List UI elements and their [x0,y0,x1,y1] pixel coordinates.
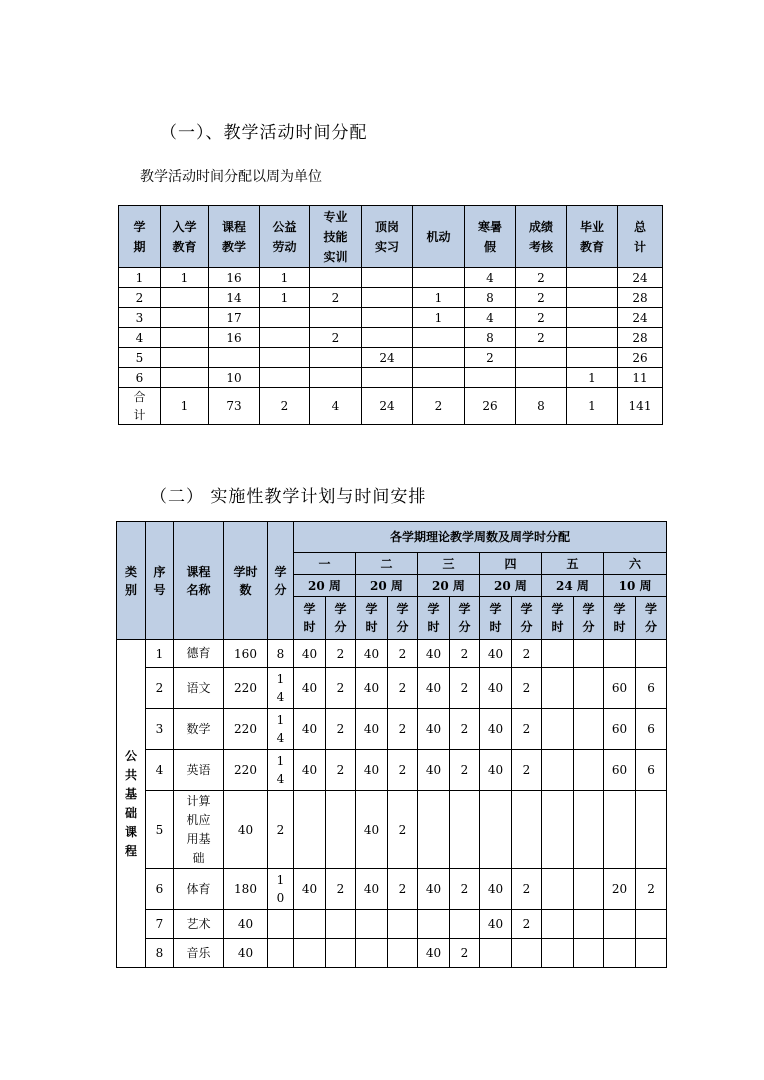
table-cell: 2 [310,288,362,308]
semester-cell: 60 [604,750,636,791]
course-hours: 220 [224,750,268,791]
table-cell: 1 [260,288,310,308]
table-cell: 4 [465,268,516,288]
semester-cell [604,640,636,668]
semester-cell: 2 [512,750,542,791]
semester-cell: 2 [450,869,480,910]
semester-cell: 2 [388,869,418,910]
header-category: 类 别 [117,522,146,640]
table-cell: 2 [119,288,161,308]
total-cell: 合 计 [119,388,161,425]
section1-subtitle: 教学活动时间分配以周为单位 [140,169,322,185]
table-cell: 16 [209,328,260,348]
total-cell: 2 [260,388,310,425]
semester-cell [604,939,636,968]
course-row [117,640,667,668]
semester-cell: 2 [512,709,542,750]
semester-cell: 40 [294,869,326,910]
semester-cell: 2 [512,869,542,910]
semester-cell: 40 [480,668,512,709]
semester-cell [542,869,574,910]
semester-cell [294,791,326,869]
semester-cell: 40 [294,709,326,750]
semester-cell [636,910,667,939]
table-cell [567,328,618,348]
table-cell: 2 [310,328,362,348]
course-seq: 2 [146,668,174,709]
course-row [117,869,667,910]
table-cell [310,308,362,328]
total-cell: 24 [362,388,413,425]
total-cell: 8 [516,388,567,425]
teaching-plan-table [116,521,667,968]
total-cell: 141 [618,388,663,425]
semester-cell [636,640,667,668]
col-header: 公益 劳动 [260,206,310,268]
semester-cell [356,910,388,939]
semester-cell [574,869,604,910]
course-credit [268,939,294,968]
semester-cell [294,910,326,939]
semester-cell: 2 [326,640,356,668]
table-cell: 1 [119,268,161,288]
table-cell: 1 [413,288,465,308]
semester-header: 六 [604,553,667,575]
table-cell [260,328,310,348]
col-header: 入学 教育 [161,206,209,268]
course-seq: 6 [146,869,174,910]
semester-cell: 2 [326,869,356,910]
semester-cell: 40 [480,640,512,668]
semester-cell [542,709,574,750]
course-seq: 1 [146,640,174,668]
semester-cell: 40 [356,791,388,869]
hours-subheader: 学 时 [294,597,326,640]
semester-cell: 40 [480,750,512,791]
semester-cell [542,640,574,668]
col-header: 总 计 [618,206,663,268]
semester-cell: 40 [356,640,388,668]
semester-cell [388,910,418,939]
credit-subheader: 学 分 [574,597,604,640]
category-cell: 公 共 基 础 课 程 [117,640,146,968]
hours-subheader: 学 时 [480,597,512,640]
table-cell [413,348,465,368]
table-cell: 28 [618,328,663,348]
semester-header: 三 [418,553,480,575]
semester-cell [326,910,356,939]
semester-cell: 40 [418,709,450,750]
semester-cell: 2 [388,750,418,791]
semester-cell [326,791,356,869]
semester-cell: 2 [388,640,418,668]
table-cell: 2 [516,328,567,348]
course-seq: 8 [146,939,174,968]
semester-cell [574,709,604,750]
semester-cell [418,910,450,939]
semester-cell [480,791,512,869]
semester-cell: 2 [388,668,418,709]
semester-cell: 40 [356,709,388,750]
semester-cell: 2 [326,709,356,750]
course-row [117,791,667,869]
semester-cell [542,791,574,869]
semester-cell [326,939,356,968]
semester-cell [542,910,574,939]
table-cell [465,368,516,388]
semester-cell: 40 [480,910,512,939]
course-seq: 4 [146,750,174,791]
table-cell [161,308,209,328]
credit-subheader: 学 分 [512,597,542,640]
course-name: 音乐 [174,939,224,968]
semester-cell [636,791,667,869]
semester-cell: 40 [294,750,326,791]
table-cell: 26 [618,348,663,368]
semester-cell: 2 [388,791,418,869]
table-cell: 24 [618,308,663,328]
hours-subheader: 学 时 [604,597,636,640]
course-row [117,668,667,709]
semester-cell: 6 [636,668,667,709]
table-cell: 2 [516,308,567,328]
semester-cell: 2 [450,640,480,668]
table-cell: 14 [209,288,260,308]
table-cell: 4 [119,328,161,348]
semester-cell: 40 [418,668,450,709]
table-row [119,288,663,308]
weeks-header: 24 周 [542,575,604,597]
table-cell: 10 [209,368,260,388]
semester-cell: 2 [450,709,480,750]
course-hours: 40 [224,939,268,968]
table-cell [260,348,310,368]
weeks-header: 10 周 [604,575,667,597]
header-credit: 学 分 [268,522,294,640]
course-seq: 7 [146,910,174,939]
table-cell [161,368,209,388]
table-cell [567,348,618,368]
semester-cell [542,750,574,791]
table-cell: 1 [161,268,209,288]
semester-cell: 6 [636,750,667,791]
semester-cell: 20 [604,869,636,910]
total-cell: 2 [413,388,465,425]
semester-cell [636,939,667,968]
table-cell: 3 [119,308,161,328]
table-cell: 8 [465,328,516,348]
table-row [119,308,663,328]
semester-cell: 2 [450,668,480,709]
credit-subheader: 学 分 [636,597,667,640]
table-cell: 8 [465,288,516,308]
total-cell: 73 [209,388,260,425]
semester-cell: 40 [480,869,512,910]
course-credit: 8 [268,640,294,668]
table-cell [567,268,618,288]
semester-cell: 60 [604,709,636,750]
semester-cell [574,640,604,668]
course-name: 语文 [174,668,224,709]
semester-cell: 40 [356,869,388,910]
course-hours: 40 [224,910,268,939]
weeks-header: 20 周 [418,575,480,597]
total-row [119,388,663,425]
course-name: 德育 [174,640,224,668]
course-credit: 1 0 [268,869,294,910]
course-name: 艺术 [174,910,224,939]
table-cell [260,308,310,328]
course-credit [268,910,294,939]
weeks-header: 20 周 [294,575,356,597]
semester-cell: 2 [450,939,480,968]
total-cell: 1 [567,388,618,425]
semester-header: 一 [294,553,356,575]
total-cell: 26 [465,388,516,425]
table-cell: 24 [362,348,413,368]
semester-cell [450,791,480,869]
course-credit: 2 [268,791,294,869]
credit-subheader: 学 分 [326,597,356,640]
semester-cell [574,791,604,869]
course-hours: 180 [224,869,268,910]
table-cell [516,368,567,388]
table-cell [362,328,413,348]
semester-cell: 40 [294,668,326,709]
table-cell [362,308,413,328]
header-hours: 学时 数 [224,522,268,640]
total-cell: 1 [161,388,209,425]
col-header: 成绩 考核 [516,206,567,268]
semester-cell: 40 [418,939,450,968]
course-credit: 1 4 [268,668,294,709]
table-cell [260,368,310,388]
semester-cell [574,910,604,939]
table-cell: 4 [465,308,516,328]
semester-cell [512,791,542,869]
credit-subheader: 学 分 [450,597,480,640]
table-cell [413,268,465,288]
table-row [119,268,663,288]
course-row [117,750,667,791]
semester-cell [512,939,542,968]
table-cell [161,288,209,308]
table-cell: 2 [516,288,567,308]
course-credit: 1 4 [268,750,294,791]
semester-cell [388,939,418,968]
table-row [119,348,663,368]
semester-cell: 60 [604,668,636,709]
semester-cell [294,939,326,968]
col-header: 寒暑 假 [465,206,516,268]
semester-cell [542,939,574,968]
course-hours: 160 [224,640,268,668]
semester-cell: 2 [512,910,542,939]
semester-cell [604,910,636,939]
header-distribution: 各学期理论教学周数及周学时分配 [294,522,667,553]
semester-cell: 6 [636,709,667,750]
course-row [117,709,667,750]
semester-header: 四 [480,553,542,575]
table-cell: 2 [465,348,516,368]
col-header: 机动 [413,206,465,268]
semester-cell: 40 [480,709,512,750]
semester-cell [604,791,636,869]
course-name: 计算 机应 用基 础 [174,791,224,869]
semester-cell: 40 [418,750,450,791]
hours-subheader: 学 时 [418,597,450,640]
table-cell: 2 [516,268,567,288]
course-seq: 5 [146,791,174,869]
credit-subheader: 学 分 [388,597,418,640]
semester-cell [480,939,512,968]
table-cell: 24 [618,268,663,288]
table-cell [209,348,260,368]
table-cell [413,368,465,388]
semester-cell [574,939,604,968]
table-cell [161,328,209,348]
semester-cell: 40 [294,640,326,668]
table-cell: 6 [119,368,161,388]
table-cell: 17 [209,308,260,328]
section2-title: （二） 实施性教学计划与时间安排 [150,487,427,507]
col-header: 毕业 教育 [567,206,618,268]
header-course-name: 课程 名称 [174,522,224,640]
semester-header: 二 [356,553,418,575]
hours-subheader: 学 时 [356,597,388,640]
semester-cell: 2 [512,640,542,668]
col-header: 顶岗 实习 [362,206,413,268]
semester-cell: 40 [356,668,388,709]
course-name: 数学 [174,709,224,750]
course-row [117,910,667,939]
table-cell [362,368,413,388]
semester-cell: 2 [636,869,667,910]
time-allocation-table [118,205,663,425]
table-cell: 1 [260,268,310,288]
table-cell: 1 [413,308,465,328]
semester-cell: 2 [512,668,542,709]
table-cell [362,268,413,288]
col-header: 专业 技能 实训 [310,206,362,268]
semester-cell: 2 [450,750,480,791]
table-row [119,328,663,348]
course-name: 体育 [174,869,224,910]
hours-subheader: 学 时 [542,597,574,640]
total-cell: 4 [310,388,362,425]
table-cell: 16 [209,268,260,288]
section1-title: （一）、教学活动时间分配 [160,123,368,143]
col-header: 学 期 [119,206,161,268]
table-cell [516,348,567,368]
semester-cell: 40 [356,750,388,791]
table-cell [310,348,362,368]
header-seq: 序 号 [146,522,174,640]
course-hours: 40 [224,791,268,869]
semester-header: 五 [542,553,604,575]
semester-cell: 2 [388,709,418,750]
semester-cell [542,668,574,709]
semester-cell [418,791,450,869]
course-name: 英语 [174,750,224,791]
table-cell: 5 [119,348,161,368]
semester-cell: 2 [326,668,356,709]
table-cell [310,268,362,288]
course-hours: 220 [224,709,268,750]
table-cell [362,288,413,308]
table-cell [567,288,618,308]
col-header: 课程 教学 [209,206,260,268]
semester-cell [574,668,604,709]
semester-cell: 40 [418,869,450,910]
table-cell [310,368,362,388]
table-cell: 28 [618,288,663,308]
table-cell: 11 [618,368,663,388]
weeks-header: 20 周 [480,575,542,597]
semester-cell [450,910,480,939]
course-hours: 220 [224,668,268,709]
table-cell: 1 [567,368,618,388]
semester-cell [574,750,604,791]
table-cell [161,348,209,368]
weeks-header: 20 周 [356,575,418,597]
table-cell [413,328,465,348]
semester-cell [356,939,388,968]
table-cell [567,308,618,328]
table-row [119,368,663,388]
course-row [117,939,667,968]
course-seq: 3 [146,709,174,750]
course-credit: 1 4 [268,709,294,750]
semester-cell: 2 [326,750,356,791]
semester-cell: 40 [418,640,450,668]
